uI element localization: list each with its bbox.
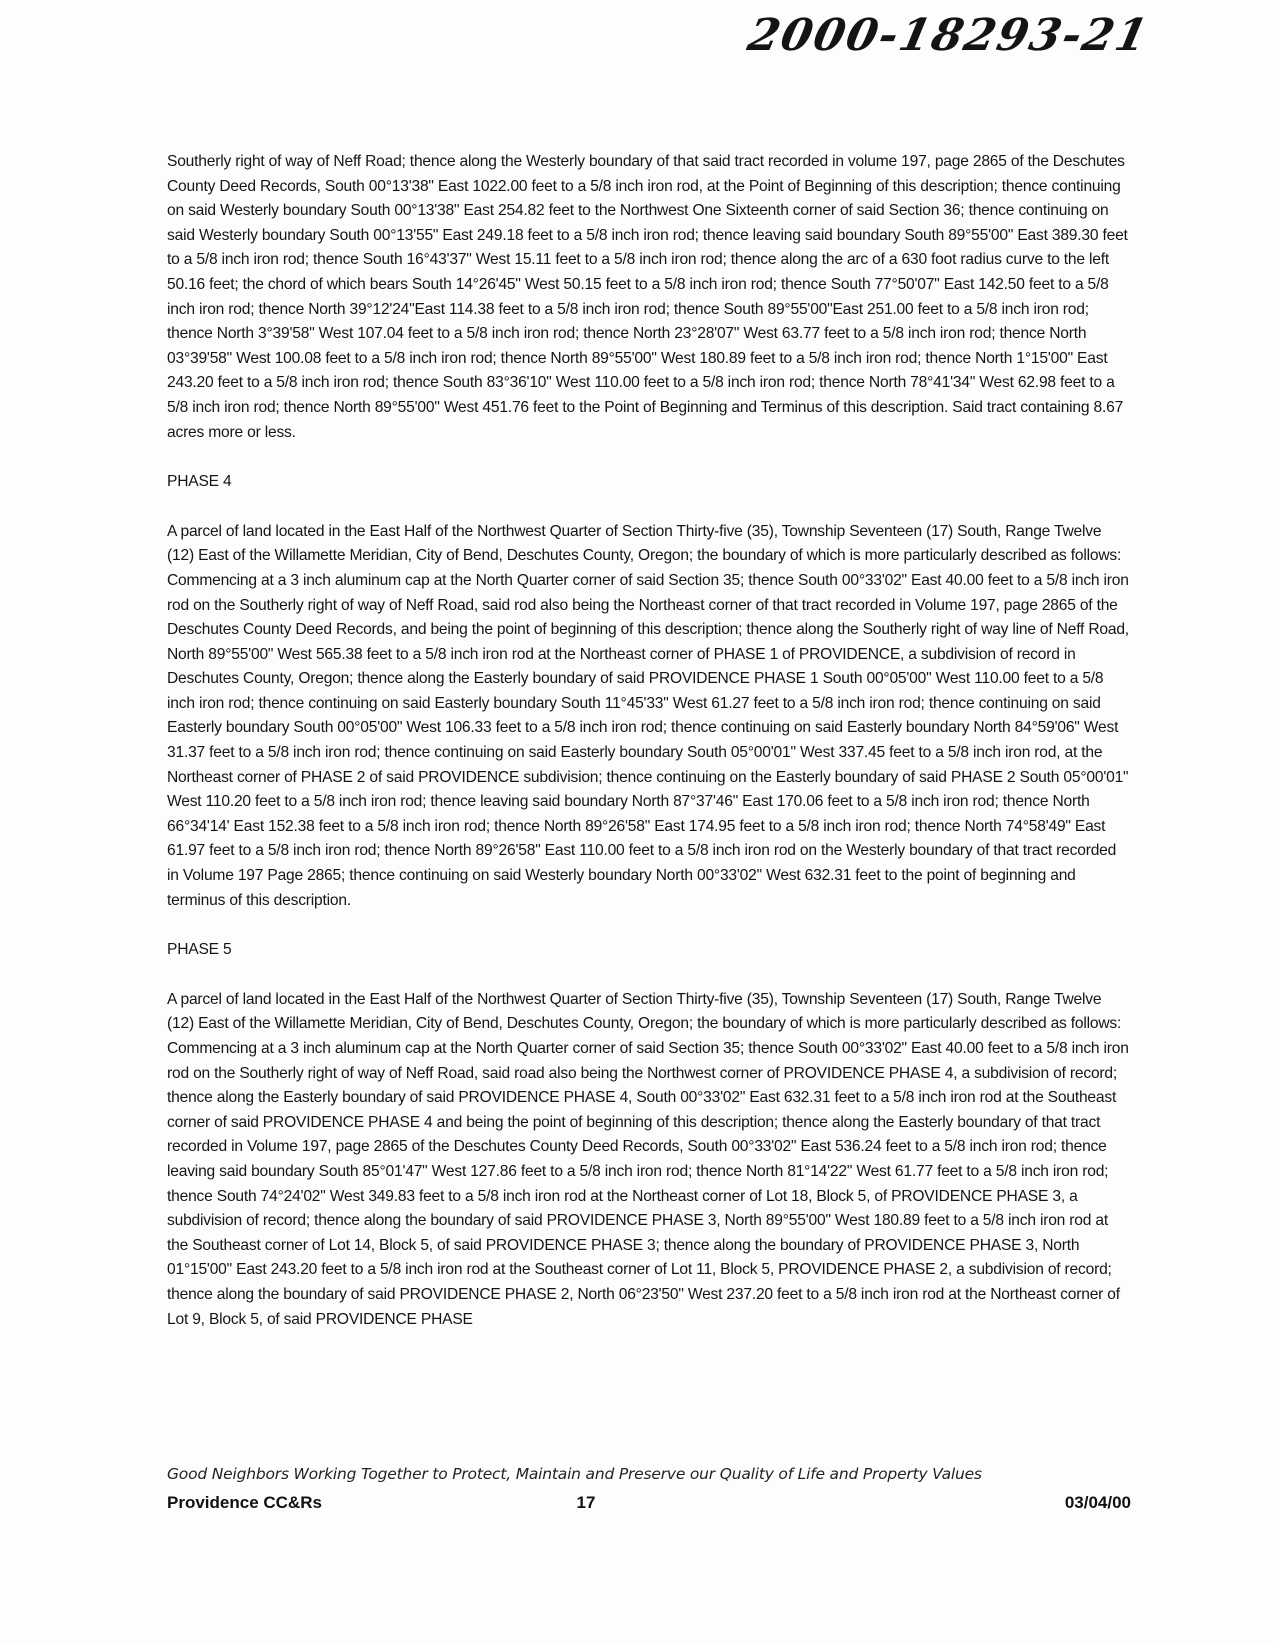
footer-tagline: Good Neighbors Working Together to Protect, Maintain and Preserve our Quality of Life and Property Values xyxy=(167,1465,982,1483)
footer-date: 03/04/00 xyxy=(1064,1493,1131,1512)
handwritten-recording-number: 2000-18293-21 xyxy=(743,10,1154,61)
phase-5-description: A parcel of land located in the East Half of the Northwest Quarter of Section Thirty-five (35), Township Seventeen (17) South, Range Twelve (12) East of the Willamette Meridian, City of Bend, Deschutes County, Oregon; the boundary of which is more particularly described as follows: Commencing at a 3 inch aluminum cap at the North Quarter corner of said Section 35; thence South 00°33'02" East 40.00 feet to a 5/8 inch iron rod on the Southerly right of way of Neff Road, said road also being the Northwest corner of PROVIDENCE PHASE 4, a subdivision of record; thence along the Easterly boundary of said PROVIDENCE PHASE 4, South 00°33'02" East 632.31 feet to a 5/8 inch iron rod at the Southeast corner of said PROVIDENCE PHASE 4 and being the point of beginning of this description; thence along the Easterly boundary of that tract recorded in Volume 197, page 2865 of the Deschutes County Deed Records, South 00°33'02" East 536.24 feet to a 5/8 inch iron rod; thence leaving said boundary South 85°01'47" West 127.86 feet to a 5/8 inch iron rod; thence North 81°14'22" West 61.77 feet to a 5/8 inch iron rod; thence South 74°24'02" West 349.83 feet to a 5/8 inch iron rod at the Northeast corner of Lot 18, Block 5, of PROVIDENCE PHASE 3, a subdivision of record; thence along the boundary of said PROVIDENCE PHASE 3, North 89°55'00" West 180.89 feet to a 5/8 inch iron rod at the Southeast corner of Lot 14, Block 5, of said PROVIDENCE PHASE 3; thence along the boundary of PROVIDENCE PHASE 3, North 01°15'00" East 243.20 feet to a 5/8 inch iron rod at the Southeast corner of Lot 11, Block 5, PROVIDENCE PHASE 2, a subdivision of record; thence along the boundary of said PROVIDENCE PHASE 2, North 06°23'50" West 237.20 feet to a 5/8 inch iron rod at the Northeast corner of Lot 9, Block 5, of said PROVIDENCE PHASE xyxy=(167,990,1129,1328)
footer xyxy=(167,1493,1131,1517)
document-body xyxy=(167,150,1131,1332)
continued-paragraph: Southerly right of way of Neff Road; thence along the Westerly boundary of that said tract recorded in volume 197, page 2865 of the Deschutes County Deed Records, South 00°13'38" East 1022.00 feet to a 5/8 inch iron rod, at the Point of Beginning of this description; thence continuing on said Westerly boundary South 00°13'38" East 254.82 feet to the Northwest One Sixteenth corner of said Section 36; thence continuing on said Westerly boundary South 00°13'55" East 249.18 feet to a 5/8 inch iron rod; thence leaving said boundary South 89°55'00" East 389.30 feet to a 5/8 inch iron rod; thence South 16°43'37" West 15.11 feet to a 5/8 inch iron rod; thence along the arc of a 630 foot radius curve to the left 50.16 feet; the chord of which bears South 14°26'45" West 50.15 feet to a 5/8 inch iron rod; thence South 77°50'07" East 142.50 feet to a 5/8 inch iron rod; thence North 39°12'24"East 114.38 feet to a 5/8 inch iron rod; thence South 89°55'00"East 251.00 feet to a 5/8 inch iron rod; thence North 3°39'58" West 107.04 feet to a 5/8 inch iron rod; thence North 23°28'07" West 63.77 feet to a 5/8 inch iron rod; thence North 03°39'58" West 100.08 feet to a 5/8 inch iron rod; thence North 89°55'00" West 180.89 feet to a 5/8 inch iron rod; thence North 1°15'00" East 243.20 feet to a 5/8 inch iron rod; thence South 83°36'10" West 110.00 feet to a 5/8 inch iron rod; thence North 78°41'34" West 62.98 feet to a 5/8 inch iron rod; thence North 89°55'00" West 451.76 feet to the Point of Beginning and Terminus of this description. Said tract containing 8.67 acres more or less. xyxy=(167,153,1128,441)
phase-4-heading: PHASE 4 xyxy=(167,473,232,491)
footer-document-title: Providence CC&Rs xyxy=(167,1493,322,1512)
phase-4-description: A parcel of land located in the East Half of the Northwest Quarter of Section Thirty-five (35), Township Seventeen (17) South, Range Twelve (12) East of the Willamette Meridian, City of Bend, Deschutes County, Oregon; the boundary of which is more particularly described as follows: Commencing at a 3 inch aluminum cap at the North Quarter corner of said Section 35; thence South 00°33'02" East 40.00 feet to a 5/8 inch iron rod on the Southerly right of way of Neff Road, said rod also being the Northeast corner of that tract recorded in Volume 197, page 2865 of the Deschutes County Deed Records, and being the point of beginning of this description; thence along the Southerly right of way line of Neff Road, North 89°55'00" West 565.38 feet to a 5/8 inch iron rod at the Northeast corner of PHASE 1 of PROVIDENCE, a subdivision of record in Deschutes County, Oregon; thence along the Easterly boundary of said PROVIDENCE PHASE 1 South 00°05'00" West 110.00 feet to a 5/8 inch iron rod; thence continuing on said Easterly boundary South 11°45'33" West 61.27 feet to a 5/8 inch iron rod; thence continuing on said Easterly boundary South 00°05'00" West 106.33 feet to a 5/8 inch iron rod; thence continuing on said Easterly boundary North 84°59'06" West 31.37 feet to a 5/8 inch iron rod; thence continuing on said Easterly boundary South 05°00'01" West 337.45 feet to a 5/8 inch iron rod, at the Northeast corner of PHASE 2 of said PROVIDENCE subdivision; thence continuing on the Easterly boundary of said PHASE 2 South 05°00'01" West 110.20 feet to a 5/8 inch iron rod; thence leaving said boundary North 87°37'46" East 170.06 feet to a 5/8 inch iron rod; thence North 66°34'14' East 152.38 feet to a 5/8 inch iron rod; thence North 89°26'58" East 174.95 feet to a 5/8 inch iron rod; thence North 74°58'49" East 61.97 feet to a 5/8 inch iron rod; thence North 89°26'58" East 110.00 feet to a 5/8 inch iron rod on the Westerly boundary of that tract recorded in Volume 197 Page 2865; thence continuing on said Westerly boundary North 00°33'02" West 632.31 feet to the point of beginning and terminus of this description. xyxy=(167,522,1129,909)
phase-5-heading: PHASE 5 xyxy=(167,941,232,959)
footer-page-number: 17 xyxy=(576,1493,596,1512)
